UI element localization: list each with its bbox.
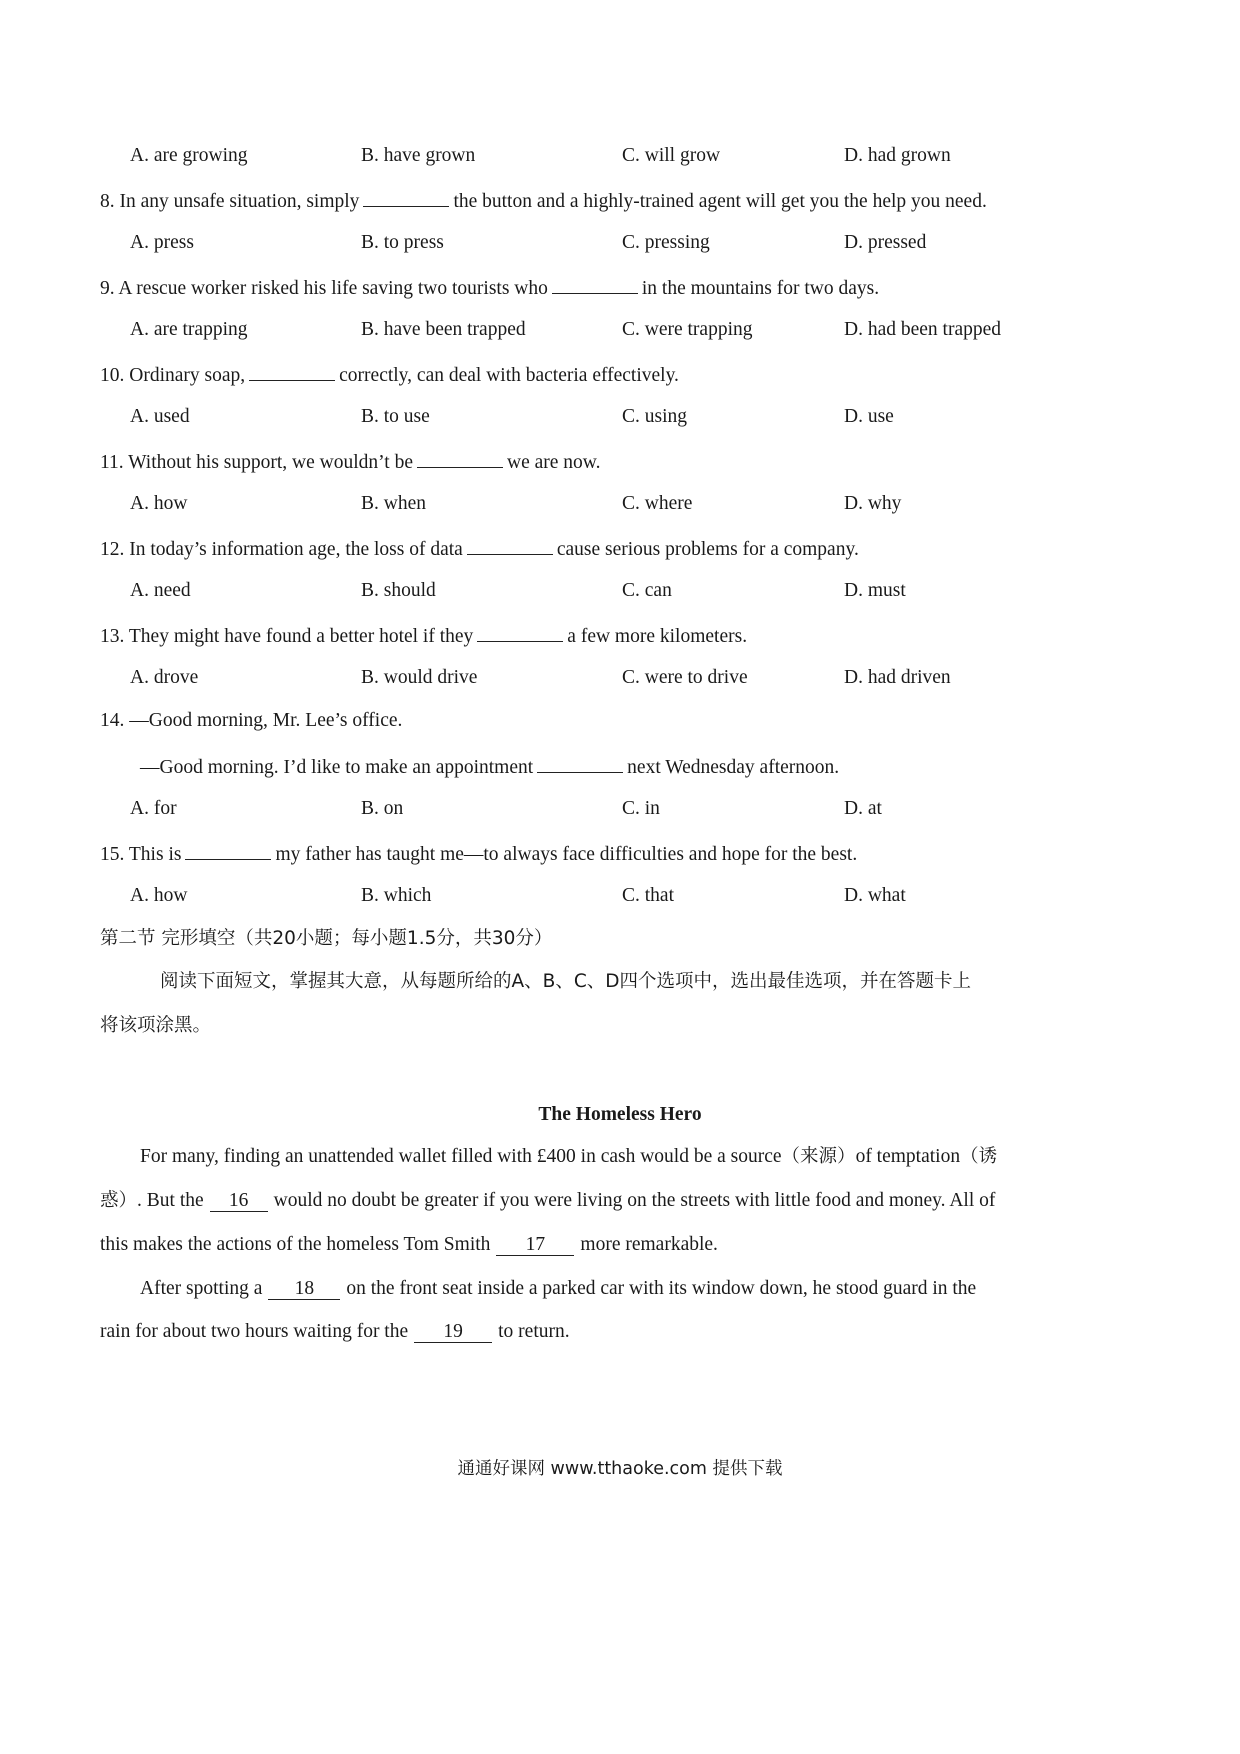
passage-text: （来源） — [781, 1146, 856, 1167]
answer-blank — [417, 450, 503, 468]
stem-text: 10. Ordinary soap, — [100, 365, 246, 386]
option-c: C. will grow — [622, 145, 721, 166]
cloze-blank: 16 — [210, 1191, 268, 1212]
option-c: C. were to drive — [622, 667, 748, 688]
passage-line — [100, 1235, 718, 1256]
stem-text: 11. Without his support, we wouldn’t be — [100, 452, 414, 473]
option-c: C. pressing — [622, 232, 710, 253]
stem-text: the button and a highly-trained agent will get you the help you need. — [453, 191, 987, 212]
question-13-stem — [100, 624, 747, 647]
stem-text: 13. They might have found a better hotel if they — [100, 626, 474, 647]
passage-text: 惑） — [100, 1190, 138, 1211]
option-b: B. on — [361, 798, 404, 819]
option-b: B. would drive — [361, 667, 478, 688]
passage-text: this makes the actions of the homeless Tom Smith — [100, 1234, 491, 1255]
stem-text: correctly, can deal with bacteria effectively. — [339, 365, 679, 386]
passage-text: on the front seat inside a parked car with its window down, he stood guard in the — [346, 1278, 977, 1299]
question-12-stem — [100, 537, 859, 560]
option-d: D. what — [844, 885, 906, 906]
option-a: A. used — [130, 406, 190, 427]
option-d: D. had been trapped — [844, 319, 1002, 340]
option-a: A. need — [130, 580, 191, 601]
option-a: A. how — [130, 493, 188, 514]
option-b: B. which — [361, 885, 432, 906]
option-c: C. were trapping — [622, 319, 753, 340]
option-a: A. press — [130, 232, 194, 253]
passage-line — [140, 1147, 997, 1167]
passage-text: （诱 — [960, 1146, 998, 1167]
answer-blank — [477, 624, 563, 642]
option-b: B. to press — [361, 232, 444, 253]
answer-blank — [537, 755, 623, 773]
question-8-stem — [100, 189, 987, 212]
option-a: A. are trapping — [130, 319, 248, 340]
option-c: C. where — [622, 493, 693, 514]
question-11-stem — [100, 450, 601, 473]
answer-blank — [363, 189, 449, 207]
passage-text: . But the — [137, 1190, 204, 1211]
passage-text: After spotting a — [140, 1278, 263, 1299]
option-d: D. use — [844, 406, 894, 427]
passage-text: For many, finding an unattended wallet filled with £400 in cash would be a source — [140, 1146, 782, 1167]
passage-text: to return. — [498, 1321, 570, 1342]
option-b: B. when — [361, 493, 426, 514]
option-d: D. why — [844, 493, 902, 514]
passage-line — [100, 1322, 570, 1343]
answer-blank — [249, 363, 335, 381]
option-c: C. in — [622, 798, 660, 819]
passage-text: more remarkable. — [580, 1234, 718, 1255]
stem-text: a few more kilometers. — [567, 626, 748, 647]
answer-blank — [185, 842, 271, 860]
option-d: D. pressed — [844, 232, 927, 253]
passage-text: would no doubt be greater if you were living on the streets with little food and money. All of — [273, 1190, 996, 1211]
question-14-dialogue — [140, 755, 839, 778]
question-9-stem — [100, 276, 879, 299]
passage-line — [100, 1191, 995, 1212]
section-instruction-cont: 将该项涂黑。 — [100, 1015, 212, 1036]
passage-text: rain for about two hours waiting for the — [100, 1321, 409, 1342]
option-d: D. at — [844, 798, 882, 819]
passage-title: The Homeless Hero — [538, 1104, 702, 1125]
option-d: D. had driven — [844, 667, 951, 688]
option-b: B. to use — [361, 406, 430, 427]
option-c: C. using — [622, 406, 688, 427]
option-a: A. are growing — [130, 145, 248, 166]
stem-text: my father has taught me—to always face difficulties and hope for the best. — [275, 844, 858, 865]
stem-text: cause serious problems for a company. — [556, 539, 859, 560]
option-c: C. can — [622, 580, 672, 601]
cloze-blank: 18 — [268, 1279, 340, 1300]
option-a: A. for — [130, 798, 177, 819]
option-c: C. that — [622, 885, 674, 906]
option-b: B. should — [361, 580, 436, 601]
stem-text: next Wednesday afternoon. — [627, 757, 840, 778]
option-a: A. how — [130, 885, 188, 906]
option-b: B. have been trapped — [361, 319, 526, 340]
option-b: B. have grown — [361, 145, 476, 166]
cloze-blank: 19 — [414, 1322, 492, 1343]
stem-text: 12. In today’s information age, the loss of data — [100, 539, 463, 560]
stem-text: —Good morning. I’d like to make an appointment — [140, 757, 534, 778]
stem-text: 9. A rescue worker risked his life saving two tourists who — [100, 278, 548, 299]
passage-text: of temptation — [855, 1146, 961, 1167]
option-d: D. must — [844, 580, 906, 601]
page-footer: 通通好课网 www.tthaoke.com 提供下载 — [457, 1459, 783, 1479]
stem-text: in the mountains for two days. — [641, 278, 880, 299]
answer-blank — [552, 276, 638, 294]
question-14-stem: 14. —Good morning, Mr. Lee’s office. — [100, 710, 403, 731]
stem-text: 15. This is — [100, 844, 182, 865]
option-d: D. had grown — [844, 145, 951, 166]
section-heading: 第二节 完形填空（共20小题；每小题1.5分，共30分） — [100, 928, 553, 949]
option-a: A. drove — [130, 667, 199, 688]
cloze-blank: 17 — [496, 1235, 574, 1256]
question-15-stem — [100, 842, 857, 865]
question-10-stem — [100, 363, 679, 386]
answer-blank — [467, 537, 553, 555]
passage-line — [140, 1279, 976, 1300]
stem-text: 8. In any unsafe situation, simply — [100, 191, 360, 212]
section-instruction: 阅读下面短文，掌握其大意，从每题所给的A、B、C、D四个选项中，选出最佳选项，并在答题卡上 — [160, 971, 972, 992]
stem-text: we are now. — [507, 452, 601, 473]
